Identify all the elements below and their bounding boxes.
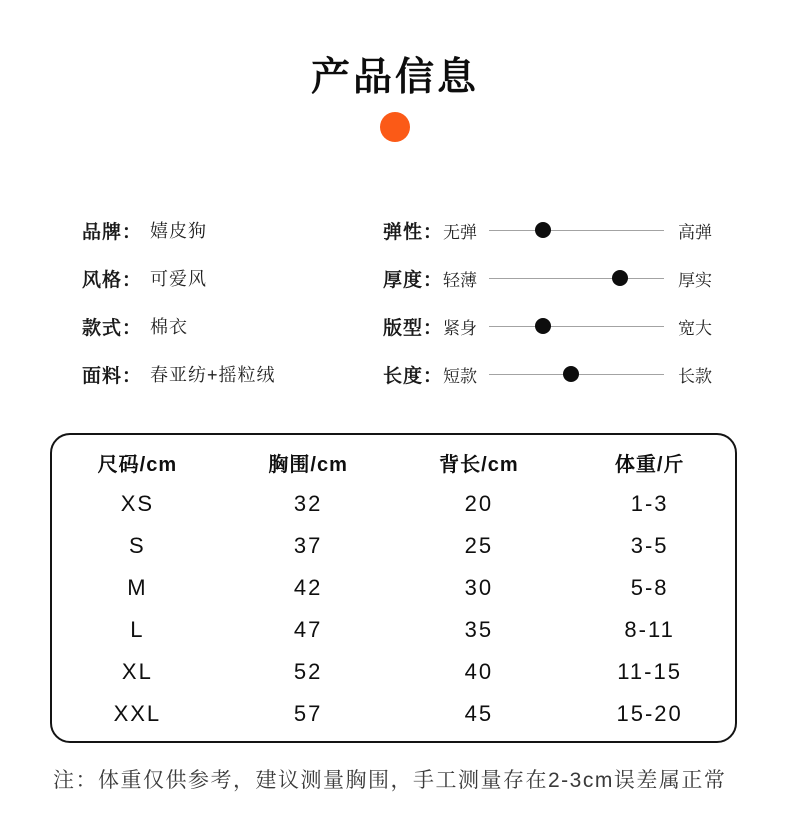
- size-table-cell: 20: [464, 491, 494, 516]
- size-table-cell: 57: [293, 701, 323, 726]
- attribute-value: 可爱风: [150, 269, 208, 289]
- size-table-cell: 42: [293, 575, 323, 600]
- size-table-header: 体重/斤: [614, 453, 685, 476]
- slider-track: [489, 326, 664, 327]
- size-table-header: 尺码/cm: [97, 453, 178, 476]
- slider-row-elasticity: [383, 206, 712, 254]
- slider-dot: [535, 318, 551, 334]
- attribute-row-style: [82, 254, 383, 302]
- size-table-cell: S: [129, 533, 146, 558]
- size-table-cell: 25: [464, 533, 494, 558]
- size-table-cell: 45: [464, 701, 494, 726]
- attribute-value: 春亚纺+摇粒绒: [150, 365, 276, 385]
- size-table-cell: 30: [464, 575, 494, 600]
- measurement-note: 注：体重仅供参考，建议测量胸围，手工测量存在2-3cm误差属正常: [53, 769, 727, 792]
- size-table-cell: 15-20: [616, 701, 683, 726]
- attribute-label: 款式：: [82, 317, 143, 339]
- attribute-label: 风格：: [82, 269, 143, 291]
- size-table-header: 胸围/cm: [268, 453, 348, 476]
- slider-row-thickness: [383, 254, 712, 302]
- slider-min-label: 无弹: [443, 222, 477, 242]
- slider-track: [489, 278, 664, 279]
- slider-list: [383, 206, 712, 398]
- slider-label: 版型：: [383, 317, 444, 339]
- size-table-cell: 11-15: [617, 659, 682, 684]
- attribute-label: 面料：: [82, 365, 143, 387]
- size-table-cell: 3-5: [630, 533, 669, 558]
- slider-max-label: 厚实: [678, 270, 712, 290]
- size-table-cell: 1-3: [630, 491, 669, 516]
- slider-track: [489, 374, 664, 375]
- attribute-label: 品牌：: [82, 221, 143, 243]
- slider-label: 厚度：: [383, 269, 444, 291]
- slider-max-label: 长款: [678, 366, 712, 386]
- slider-min-label: 紧身: [443, 318, 477, 338]
- size-table-cell: 47: [293, 617, 323, 642]
- size-table-cell: 35: [464, 617, 494, 642]
- accent-dot: [380, 112, 410, 142]
- size-table-cell: 37: [293, 533, 323, 558]
- slider-dot: [535, 222, 551, 238]
- slider-row-fit: [383, 302, 712, 350]
- slider-min-label: 短款: [443, 366, 477, 386]
- size-table-header: 背长/cm: [439, 453, 519, 476]
- size-table-cell: 52: [293, 659, 323, 684]
- slider-row-length: [383, 350, 712, 398]
- slider-max-label: 宽大: [678, 318, 712, 338]
- size-table-cell: 32: [293, 491, 323, 516]
- slider-min-label: 轻薄: [443, 270, 477, 290]
- slider-label: 长度：: [383, 365, 444, 387]
- size-table-cell: 5-8: [630, 575, 669, 600]
- slider-track: [489, 230, 664, 231]
- size-table-cell: 40: [464, 659, 494, 684]
- slider-label: 弹性：: [383, 221, 444, 243]
- slider-dot: [563, 366, 579, 382]
- size-table-cell: XL: [121, 659, 153, 684]
- size-table-cell: XS: [120, 491, 155, 516]
- info-section: [82, 206, 712, 398]
- attribute-row-brand: [82, 206, 383, 254]
- size-table-cell: L: [130, 617, 145, 642]
- attribute-list: [82, 206, 383, 398]
- attribute-row-type: [82, 302, 383, 350]
- size-table: [50, 433, 737, 743]
- attribute-row-fabric: [82, 350, 383, 398]
- size-table-cell: XXL: [113, 701, 162, 726]
- attribute-value: 棉衣: [150, 317, 189, 337]
- size-table-cell: M: [127, 575, 148, 600]
- size-table-cell: 8-11: [624, 617, 675, 642]
- slider-max-label: 高弹: [678, 222, 712, 242]
- slider-dot: [612, 270, 628, 286]
- page-title: 产品信息: [310, 56, 479, 99]
- attribute-value: 嬉皮狗: [150, 221, 208, 241]
